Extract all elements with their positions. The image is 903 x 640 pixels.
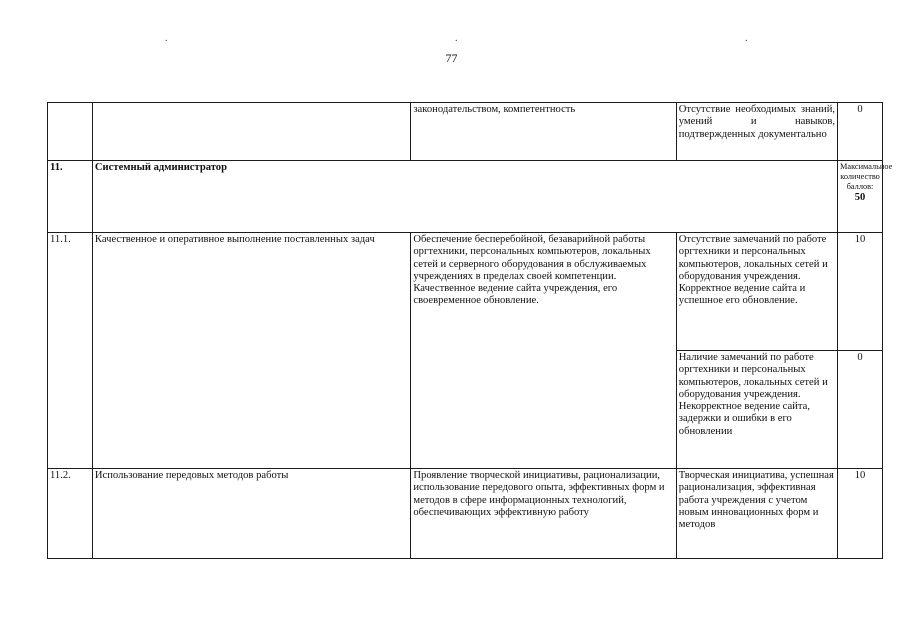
criterion-cell: Наличие замечаний по работе оргтехники и персональных компьютеров, локальных сетей и оборудования учреждения. Некорректное ведение сайта, задержки и ошибки в его обновлении — [676, 351, 837, 469]
row-number-cell: 11.2. — [48, 469, 93, 559]
section-number: 11. — [48, 161, 93, 233]
indicator-name-cell: Использование передовых методов работы — [92, 469, 410, 559]
description-cell: Обеспечение бесперебойной, безаварийной работы оргтехники, персональных компьютеров, локальных сетей и серверного оборудования в обслуживаемых учреждениях в пределах своей компетенции. Качественное ведение сайта учреждения, его своевременное обновление. — [411, 233, 676, 469]
table-row — [48, 469, 883, 559]
criterion-cell: Отсутствие замечаний по работе оргтехники и персональных компьютеров, локальных сетей и оборудования учреждения. Корректное ведение сайта и успешное его обновление. — [676, 233, 837, 351]
criteria-table — [47, 102, 893, 559]
row-number-cell: 11.1. — [48, 233, 93, 469]
table-row — [48, 233, 883, 351]
indicator-name-cell: Качественное и оперативное выполнение поставленных задач — [92, 233, 410, 469]
score-cell: 10 — [838, 469, 883, 559]
description-cell: Проявление творческой инициативы, рационализации, использование передового опыта, эффективных форм и методов в сфере информационных технологий, обеспечивающих эффективную работу — [411, 469, 676, 559]
max-score-cell — [838, 161, 893, 233]
section-title: Системный администратор — [92, 161, 837, 233]
description-cell: законодательством, компетентность — [411, 103, 676, 161]
page-number: 77 — [445, 51, 458, 65]
scan-mark: . — [455, 33, 458, 44]
score-cell: 10 — [838, 233, 883, 351]
row-number-cell — [48, 103, 93, 161]
criterion-cell: Отсутствие необходимых знаний, умений и навыков, подтвержденных документально — [676, 103, 837, 161]
table-row — [48, 103, 883, 161]
max-score-label: Максимальное количество баллов: — [840, 162, 893, 191]
criterion-cell: Творческая инициатива, успешная рационализация, эффективная работа учреждения с учетом новым инновационных форм и методов — [676, 469, 837, 559]
section-header-row — [48, 161, 883, 233]
indicator-name-cell — [92, 103, 410, 161]
score-cell: 0 — [838, 103, 883, 161]
max-score-value: 50 — [854, 192, 866, 203]
score-cell: 0 — [838, 351, 883, 469]
scan-mark: . — [165, 33, 168, 44]
scan-mark: . — [745, 33, 748, 44]
